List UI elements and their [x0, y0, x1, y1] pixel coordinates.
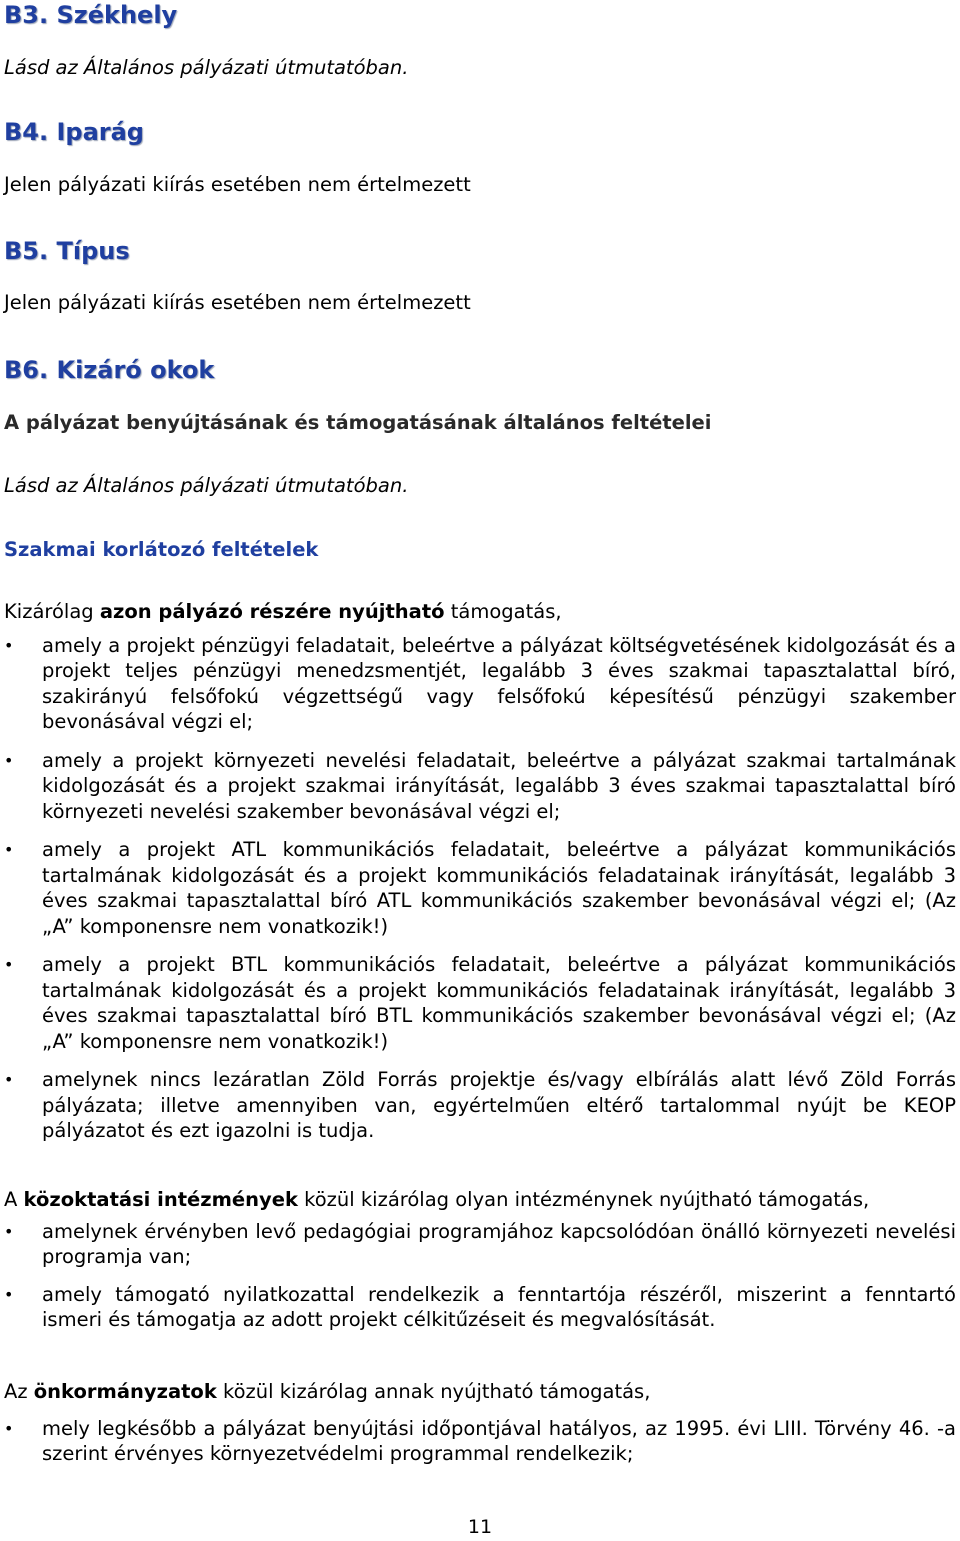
kozoktatas-intro: A közoktatási intézmények közül kizárólag olyan intézménynek nyújtható támogatás,	[4, 1188, 870, 1211]
szakmai-heading: Szakmai korlátozó feltételek	[4, 538, 319, 561]
page-number: 11	[467, 1516, 493, 1538]
list-item: • amely a projekt ATL kommunikációs feladatait, beleértve a pályázat kommunikációs tartalmának kidolgozását és a projekt kommunikációs feladatainak irányítását, legalább 3 éves szakmai tapasztalattal bíró ATL kommunikációs szakember bevonásával végzi el; (Az „A” komponensre nem vonatkozik!)	[4, 837, 956, 939]
onkormanyzat-list	[4, 1416, 956, 1467]
list-item: • amely a projekt pénzügyi feladatait, beleértve a pályázat költségvetésének kidolgozását és a projekt teljes pénzügyi menedzsmentjét, legalább 3 éves szakmai tapasztalattal bíró, szakirányú felsőfokú végzettségű vagy felsőfokú képesítésű pénzügyi szakember bevonásával végzi el;	[4, 633, 956, 735]
onkormanyzat-section	[4, 1379, 956, 1467]
list-item: • amelynek érvényben levő pedagógiai programjához kapcsolódóan önálló környezeti nevelési programja van;	[4, 1219, 956, 1270]
b6-subheading: A pályázat benyújtásának és támogatásának általános feltételei	[4, 411, 712, 434]
section-heading-b5: B5. Típus	[4, 237, 130, 265]
szakmai-intro: Kizárólag azon pályázó részére nyújtható támogatás,	[4, 600, 562, 623]
b4-text: Jelen pályázati kiírás esetében nem értelmezett	[4, 173, 471, 196]
list-item: • amely támogató nyilatkozattal rendelkezik a fenntartója részéről, miszerint a fenntartó ismeri és támogatja az adott projekt célkitűzéseit és megvalósítását.	[4, 1282, 956, 1333]
section-heading-b6: B6. Kizáró okok	[4, 356, 215, 384]
section-heading-b3: B3. Székhely	[4, 1, 178, 29]
b6-text: Lásd az Általános pályázati útmutatóban.	[4, 474, 409, 497]
b3-text: Lásd az Általános pályázati útmutatóban.	[4, 56, 409, 79]
list-item: • amely a projekt BTL kommunikációs feladatait, beleértve a pályázat kommunikációs tartalmának kidolgozását és a projekt kommunikációs feladatainak irányítását, legalább 3 éves szakmai tapasztalattal bíró BTL kommunikációs szakember bevonásával végzi el; (Az „A” komponensre nem vonatkozik!)	[4, 952, 956, 1054]
szakmai-list	[4, 633, 956, 1144]
list-item: • mely legkésőbb a pályázat benyújtási időpontjával hatályos, az 1995. évi LIII. Törvény 46. -a szerint érvényes környezetvédelmi programmal rendelkezik;	[4, 1416, 956, 1467]
kozoktatas-list	[4, 1219, 956, 1333]
b5-text: Jelen pályázati kiírás esetében nem értelmezett	[4, 291, 471, 314]
onkormanyzat-intro: Az önkormányzatok közül kizárólag annak nyújtható támogatás,	[4, 1380, 651, 1403]
list-item: • amely a projekt környezeti nevelési feladatait, beleértve a pályázat szakmai tartalmának kidolgozását és a projekt szakmai irányítását, legalább 3 éves szakmai tapasztalattal bíró környezeti nevelési szakember bevonásával végzi el;	[4, 748, 956, 825]
kozoktatas-section	[4, 1187, 956, 1333]
szakmai-section	[4, 599, 956, 1144]
list-item: • amelynek nincs lezáratlan Zöld Forrás projektje és/vagy elbírálás alatt lévő Zöld Forrás pályázata; illetve amennyiben van, egyértelműen eltérő tartalommal nyújt be KEOP pályázatot és ezt igazolni is tudja.	[4, 1067, 956, 1144]
section-heading-b4: B4. Iparág	[4, 118, 144, 146]
